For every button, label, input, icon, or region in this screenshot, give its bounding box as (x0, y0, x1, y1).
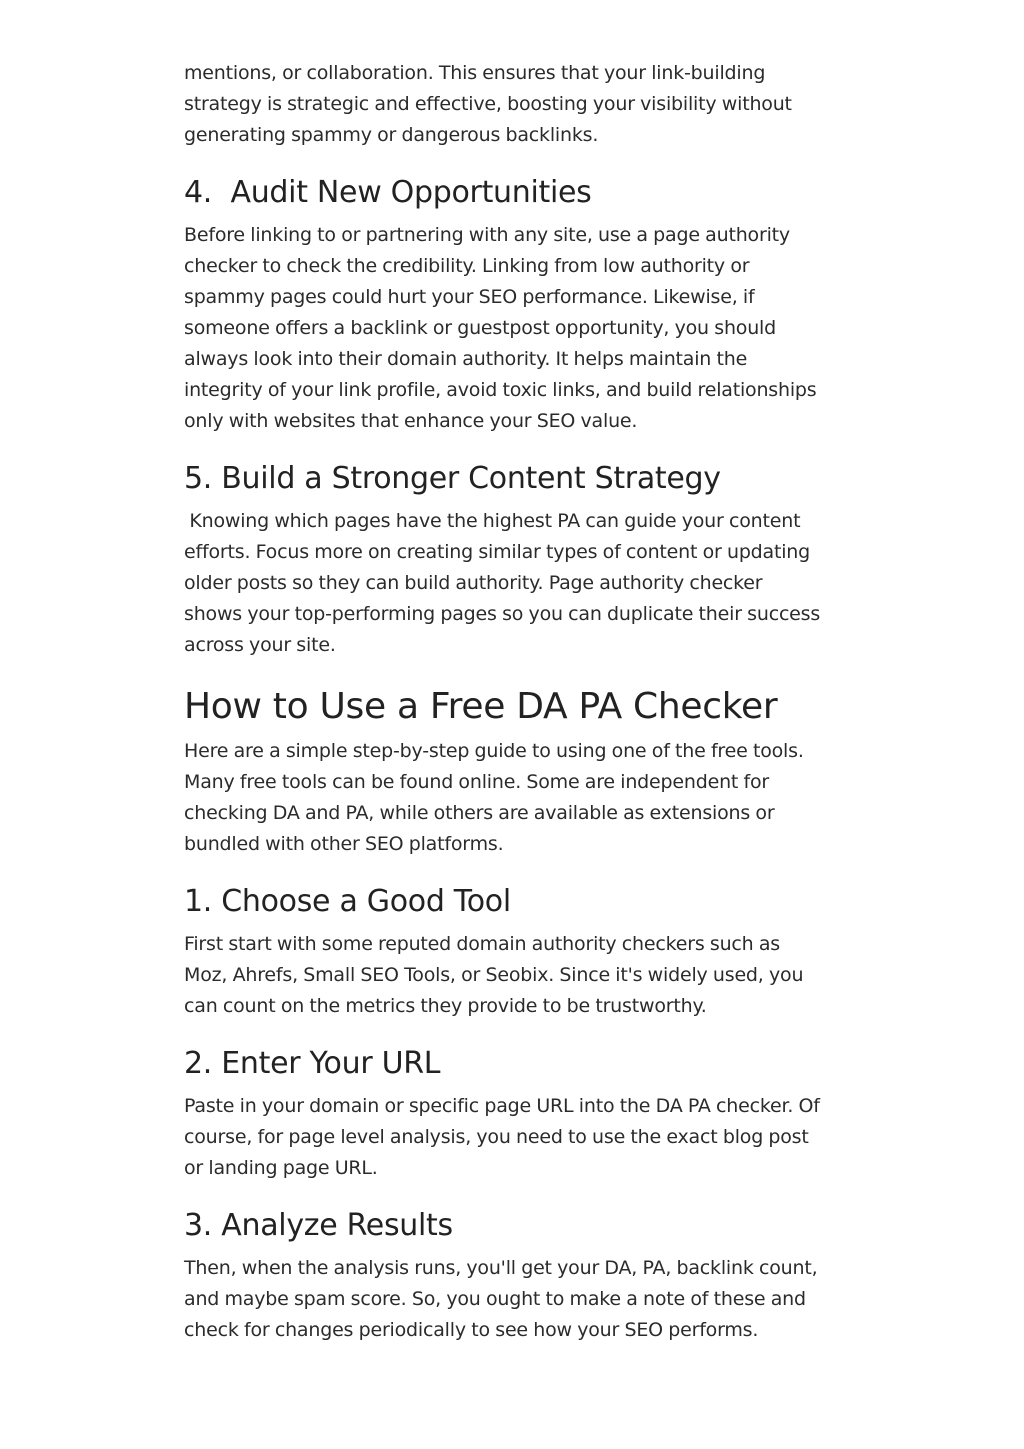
heading-how-to-use-checker: How to Use a Free DA PA Checker (184, 686, 778, 727)
paragraph-choose-good-tool: First start with some reputed domain authority checkers such as Moz, Ahrefs, Small SEO Tools, or Seobix. Since it's widely used, you can count on the metrics they provide to be trustworthy. (184, 933, 804, 1017)
heading-build-content-strategy: 5. Build a Stronger Content Strategy (184, 461, 721, 496)
paragraph-audit-new-opportunities: Before linking to or partnering with any site, use a page authority checker to check the credibility. Linking from low authority or spammy pages could hurt your SEO performance. Likewise, if someone offers a backlink or guestpost opportunity, you should always look into their domain authority. It helps maintain the integrity of your link profile, avoid toxic links, and build relationships only with websites that enhance your SEO value. (184, 224, 817, 432)
paragraph-analyze-results: Then, when the analysis runs, you'll get your DA, PA, backlink count, and maybe spam score. So, you ought to make a note of these and check for changes periodically to see how your SEO performs. (184, 1257, 818, 1341)
paragraph-how-to-use-checker: Here are a simple step-by-step guide to using one of the free tools. Many free tools can be found online. Some are independent for checking DA and PA, while others are available as extensions or bundled with other SEO platforms. (184, 740, 804, 855)
paragraph-build-content-strategy: Knowing which pages have the highest PA can guide your content efforts. Focus more on creating similar types of content or updating older posts so they can build authority. Page authority checker shows your top-performing pages so you can duplicate their success across your site. (184, 510, 826, 656)
paragraph-intro: mentions, or collaboration. This ensures that your link-building strategy is strategic and effective, boosting your visibility without generating spammy or dangerous backlinks. (184, 62, 792, 146)
heading-enter-your-url: 2. Enter Your URL (184, 1046, 441, 1081)
heading-audit-new-opportunities: 4. Audit New Opportunities (184, 175, 592, 210)
paragraph-enter-your-url: Paste in your domain or specific page URL into the DA PA checker. Of course, for page level analysis, you need to use the exact blog post or landing page URL. (184, 1095, 820, 1179)
heading-choose-good-tool: 1. Choose a Good Tool (184, 884, 511, 919)
article-content (184, 58, 824, 1346)
heading-analyze-results: 3. Analyze Results (184, 1208, 453, 1243)
